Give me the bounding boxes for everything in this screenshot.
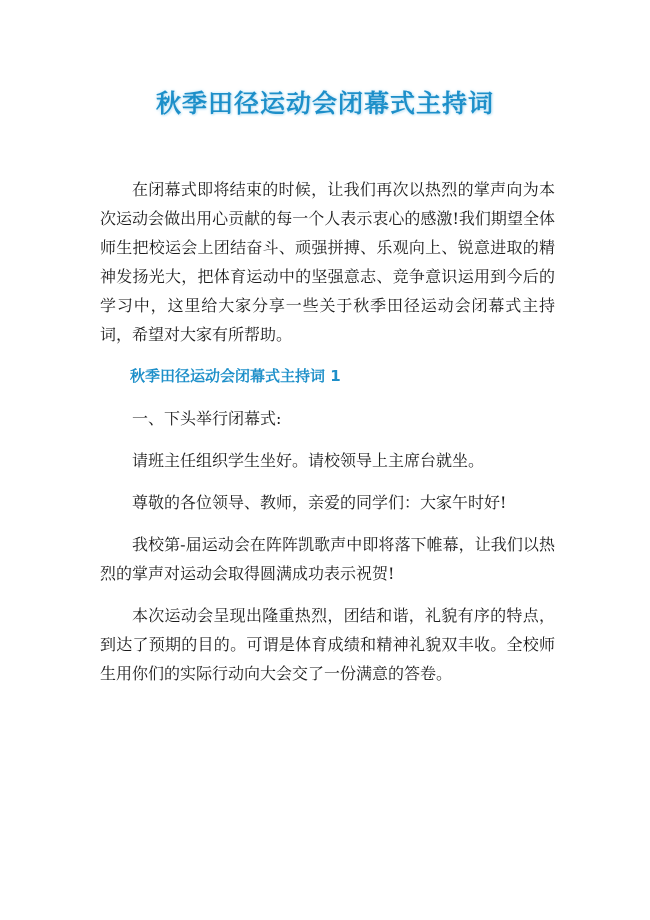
body-paragraph: 请班主任组织学生坐好。请校领导上主席台就坐。	[132, 451, 485, 470]
page-title: 秋季田径运动会闭幕式主持词	[155, 89, 494, 118]
body-paragraph: 本次运动会呈现出隆重热烈，团结和谐，礼貌有序的特点，到达了预期的目的。可谓是体育成绩和精神礼貌双丰收。全校师生用你们的实际行动向大会交了一份满意的答卷。	[100, 606, 555, 683]
body-paragraph: 一、下头举行闭幕式:	[132, 409, 282, 428]
document-body	[100, 175, 555, 701]
body-paragraph: 尊敬的各位领导、教师，亲爱的同学们：大家午时好!	[132, 493, 507, 512]
intro-paragraph: 在闭幕式即将结束的时候，让我们再次以热烈的掌声向为本次运动会做出用心贡献的每一个人表示衷心的感激!我们期望全体师生把校运会上团结奋斗、顽强拼搏、乐观向上、锐意进取的精神发扬光大，把体育运动中的坚强意志、竞争意识运用到今后的学习中，这里给大家分享一些关于秋季田径运动会闭幕式主持词，希望对大家有所帮助。	[100, 180, 555, 344]
body-paragraph: 我校第-届运动会在阵阵凯歌声中即将落下帷幕，让我们以热烈的掌声对运动会取得圆满成功表示祝贺!	[100, 535, 555, 583]
section-heading: 秋季田径运动会闭幕式主持词 1	[130, 367, 341, 385]
